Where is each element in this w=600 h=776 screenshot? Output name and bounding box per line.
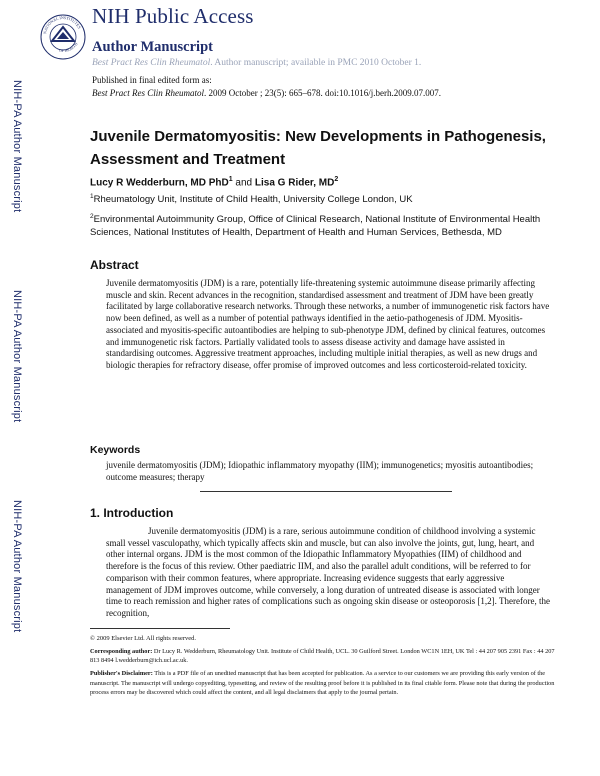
- keywords-heading: Keywords: [90, 444, 141, 456]
- disclaimer-text: This is a PDF file of an unedited manuscript that has been accepted for publication. As a service to our customers we are providing this early version of the manuscript. The manuscript will undergo copyediting, typesetting, and review of the resulting proof before it is published in its final citable form. Please note that during the production process errors may be discovered which could affect the content, and all legal disclaimers that apply to the journal pertain.: [90, 670, 555, 696]
- journal-availability-line: [92, 58, 421, 68]
- abstract-text: Juvenile dermatomyositis (JDM) is a rare, potentially life-threatening systemic autoimmune disease primarily affecting muscle and skin. Recent advances in the recognition, standardised assessment and treatment of JDM have been greatly facilitated by large collaborative research networks. Through these networks, a number of immunogenetic risk factors have now been defined, as well as a number of potential pathways identified in the aetio-pathogenesis of JDM. Myositis-associated and myositis-specific autoantibodies are helping to sub-phenotype JDM, defined by clinical features, outcomes and immunogenetic risk factors. Partially validated tools to assess disease activity and damage have assisted in standardising outcomes. Aggressive treatment approaches, including multiple initial therapies, as well as new drugs and biologic therapies for refractory disease, offer promise of improved outcomes and less corticosteroid-related toxicity.: [106, 278, 550, 370]
- affiliation-marker: 1: [90, 193, 94, 200]
- keywords-text: juvenile dermatomyositis (JDM); Idiopathic inflammatory myopathy (IIM); immunogenetics; myositis autoantibodies; outcome measures; therapy: [106, 460, 534, 482]
- citation-line: [92, 88, 441, 98]
- author-affiliation-marker: 2: [334, 176, 339, 183]
- abstract-heading: Abstract: [90, 258, 139, 272]
- availability-text: . Author manuscript; available in PMC 2010 October 1.: [210, 58, 422, 68]
- svg-text:OF HEALTH: OF HEALTH: [58, 41, 79, 54]
- nih-public-access-title: NIH Public Access: [92, 4, 254, 28]
- footnote-divider: [90, 628, 230, 629]
- author-line: [90, 176, 338, 188]
- citation-journal: Best Pract Res Clin Rheumatol: [92, 88, 204, 98]
- side-watermark-label: NIH-PA Author Manuscript: [11, 500, 23, 633]
- svg-text:NATIONAL INSTITUTES: NATIONAL INSTITUTES: [42, 14, 83, 35]
- citation-details: . 2009 October ; 23(5): 665–678. doi:10.1016/j.berh.2009.07.007.: [203, 88, 441, 98]
- author-separator: and: [232, 177, 255, 189]
- affiliation-text: Rheumatology Unit, Institute of Child Health, University College London, UK: [93, 194, 413, 206]
- nih-seal-logo: [38, 3, 88, 69]
- introduction-paragraph: Juvenile dermatomyositis (JDM) is a rare, serious autoimmune condition of childhood involving a systemic small vessel vasculopathy, which typically affects skin and muscle, but can also involve the joints, gut, lung, heart, and other internal organs. JDM is the most common of the Idiopathic Inflammatory Myopathies (IIM) of childhood and therefore is the focus of this review. Other paediatric IIM, and also the parallel adult conditions, will be referred to for comparison with their common features, where appropriate. Increasing evidence suggests that early aggressive management of JDM improves outcome, while conversely, a long duration of untreated disease is associated with longer time to reach remission and higher rates of complications such as ongoing skin disease or osteoporosis [1,2]. Therefore, the recognition,: [106, 526, 550, 618]
- introduction-heading: 1. Introduction: [90, 506, 174, 520]
- corresponding-author-note: [90, 647, 560, 665]
- disclaimer-label: Publisher's Disclaimer:: [90, 670, 153, 677]
- affiliation-marker: 2: [90, 213, 94, 220]
- author-name: Lisa G Rider, MD: [254, 177, 335, 189]
- publisher-disclaimer: [90, 669, 560, 698]
- author-manuscript-label: Author Manuscript: [92, 39, 213, 55]
- article-title: Juvenile Dermatomyositis: New Developments in Pathogenesis, Assessment and Treatment: [90, 128, 546, 168]
- journal-name: Best Pract Res Clin Rheumatol: [92, 58, 211, 68]
- published-in-label: Published in final edited form as:: [92, 75, 212, 85]
- side-watermark-label: NIH-PA Author Manuscript: [11, 80, 23, 213]
- affiliation: [90, 211, 560, 239]
- copyright-notice: © 2009 Elsevier Ltd. All rights reserved.: [90, 635, 197, 642]
- author-affiliation-marker: 1: [228, 176, 233, 183]
- corresponding-author-text: Dr Lucy R. Wedderburn, Rheumatology Unit. Institute of Child Health, UCL. 30 Guilford Street. London WC1N 1EH, UK Tel : 44 207 905 2391 Fax : 44 207 813 8494 l.wedderburn@ich.ucl.ac.uk.: [90, 648, 555, 664]
- side-watermark-label: NIH-PA Author Manuscript: [11, 290, 23, 423]
- corresponding-author-label: Corresponding author:: [90, 648, 153, 655]
- affiliation-text: Environmental Autoimmunity Group, Office of Clinical Research, National Institute of Environmental Health Sciences, National Institutes of Health, Department of Health and Human Services, Bethesda, MD: [90, 214, 541, 238]
- author-name: Lucy R Wedderburn, MD PhD: [90, 177, 229, 189]
- section-divider: [200, 491, 452, 492]
- introduction-text: [106, 526, 552, 620]
- affiliation: [90, 193, 413, 205]
